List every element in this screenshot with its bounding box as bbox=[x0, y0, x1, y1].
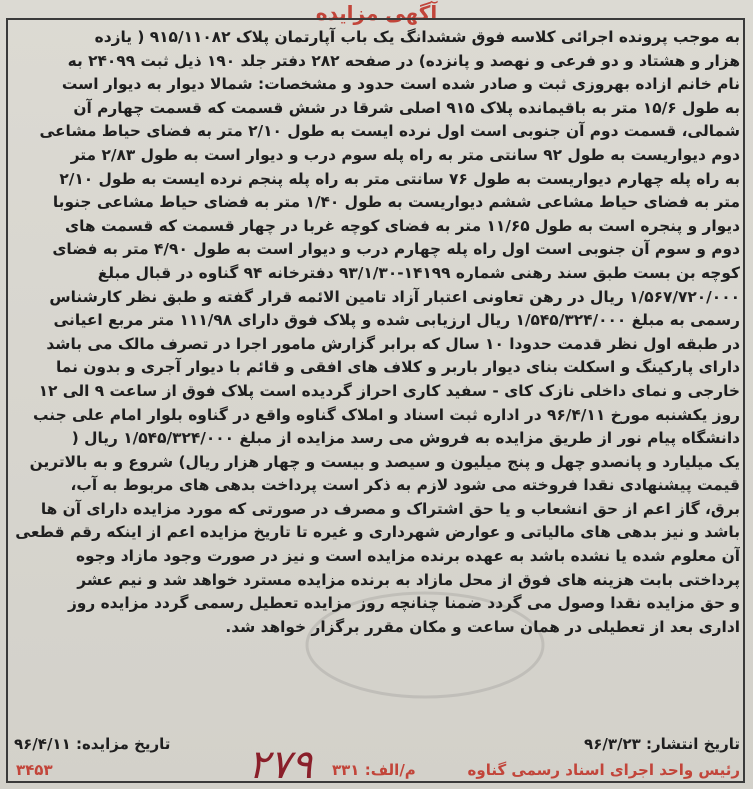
notice-body bbox=[14, 26, 740, 687]
signature-title: رئیس واحد اجرای اسناد رسمی گناوه bbox=[467, 761, 740, 779]
notice-line: ۱/۵۶۷/۷۲۰/۰۰۰ ریال در رهن تعاونی اعتبار آزاد تامین الائمه قرار گفته و طبق نظر کارشناس bbox=[49, 287, 740, 306]
notice-line: باشد و نیز بدهی های مالیاتی و عوارض شهرداری و غیره تا تاریخ مزایده اعم از اینکه رقم قطعی bbox=[15, 523, 740, 542]
notice-line: قیمت پیشنهادی نقدا فروخته می شود لازم به ذکر است پرداخت بدهی های مربوط به آب، bbox=[70, 476, 740, 495]
notice-line: شمالی، قسمت دوم آن جنوبی است اول نرده ایست به طول ۲/۱۰ متر به فضای حیاط مشاعی bbox=[39, 122, 740, 141]
notice-line: نام خانم ازاده بهروزی ثبت و صادر شده است حدود و مشخصات: شمالا دیوار به دیوار است bbox=[61, 75, 740, 94]
notice-line: در طبقه اول نظر قدمت حدودا ۱۰ سال که برابر گزارش مامور اجرا در تصرف مالک می باشد bbox=[46, 334, 740, 353]
notice-line: خارجی و نمای داخلی نازک کای - سفید کاری احراز گردیده است پلاک فوق از ساعت ۹ الی ۱۲ bbox=[38, 381, 740, 400]
handwritten-number: ۲۷۹ bbox=[248, 742, 313, 788]
notice-line: برق، گاز اعم از حق انشعاب و یا حق اشتراک و مصرف در صورتی که مورد مزایده دارای آن ها bbox=[40, 499, 740, 518]
notice-line: رسمی به مبلغ ۱/۵۴۵/۳۲۴/۰۰۰ ریال ارزیابی شده و پلاک فوق دارای ۱۱۱/۹۸ متر مربع اعیانی bbox=[53, 311, 740, 330]
notice-line: به راه پله چهارم دیواریست به طول ۷۶ سانتی متر به راه پله پنجم نرده ایست به طول ۲/۱۰ bbox=[59, 169, 740, 188]
notice-line: هزار و هشتاد و دو فرعی و نهصد و پانزده) در صفحه ۲۸۲ دفتر جلد ۱۹۰ ذیل ثبت ۲۴۰۹۹ به bbox=[67, 51, 740, 70]
notice-line: دیوار و پنجره است به طول ۱۱/۶۵ متر به فضای کوچه غربا در چهار قسمت که قسمت های bbox=[65, 216, 740, 235]
notice-line: دانشگاه پیام نور از طریق مزایده به فروش می رسد مزایده از مبلغ ۱/۵۴۵/۳۲۴/۰۰۰ ریال ( bbox=[71, 429, 740, 448]
notice-line: اداری بعد از تعطیلی در همان ساعت و مکان مقرر برگزار خواهد شد. bbox=[225, 617, 740, 636]
notice-line: کوچه بن بست طبق سند رهنی شماره ۱۴۱۹۹-۹۳/۱/۳۰ دفترخانه ۹۴ گناوه در قبال مبلغ bbox=[97, 263, 740, 282]
notice-line: به طول ۱۵/۶ متر به باقیمانده پلاک ۹۱۵ اصلی شرقا در شش قسمت که قسمت چهارم آن bbox=[73, 98, 740, 117]
notice-line: یک میلیارد و پانصدو چهل و پنج میلیون و سیصد و بیست و چهار هزار ریال) شروع و به بالاترین bbox=[29, 452, 740, 471]
notice-line: به موجب پرونده اجرائی کلاسه فوق ششدانگ یک باب آپارتمان پلاک ۹۱۵/۱۱۰۸۲ ( یازده bbox=[94, 28, 740, 46]
notice-line: روز یکشنبه مورخ ۹۶/۴/۱۱ در اداره ثبت اسناد و املاک گناوه واقع در گناوه بلوار امام علی جنب bbox=[33, 405, 740, 424]
notice-line: دوم دیواریست به طول ۹۲ سانتی متر به راه پله سوم درب و دیوار است به طول ۲/۸۳ متر bbox=[70, 145, 740, 164]
notice-line: متر به فضای حیاط مشاعی ششم دیواریست به طول ۱/۴۰ متر به فضای حیاط مشاعی جنوبا bbox=[52, 193, 740, 212]
notice-line: پرداختی بابت هزینه های فوق از محل مازاد به برنده مزایده مسترد خواهد شد و نیم عشر bbox=[77, 570, 740, 589]
publish-date: تاریخ انتشار: ۹۶/۳/۲۳ bbox=[584, 735, 740, 753]
notice-line bbox=[14, 639, 740, 663]
notice-code: ۳۴۵۳ bbox=[16, 761, 53, 779]
notice-line bbox=[14, 663, 740, 687]
reference-number: م/الف: ۳۳۱ bbox=[332, 761, 416, 779]
notice-title: آگهی مزایده bbox=[315, 1, 438, 25]
notice-line: دوم و سوم آن جنوبی است اول راه پله چهارم درب و دیوار است به طول ۴/۹۰ متر به فضای bbox=[52, 240, 740, 259]
notice-line: و حق مزایده نقدا وصول می گردد ضمنا چنانچه روز مزایده تعطیل رسمی گردد مزایده روز bbox=[67, 594, 740, 613]
auction-date: تاریخ مزایده: ۹۶/۴/۱۱ bbox=[14, 735, 171, 753]
notice-line: آن معلوم شده یا نشده باشد به عهده برنده مزایده است و نیز در صورت وجود مازاد وجوه bbox=[75, 547, 740, 566]
notice-line: دارای پارکینگ و اسکلت بنای دیوار باربر و کلاف های افقی و قائم با دیوار آجری و بدون نما bbox=[55, 358, 740, 377]
